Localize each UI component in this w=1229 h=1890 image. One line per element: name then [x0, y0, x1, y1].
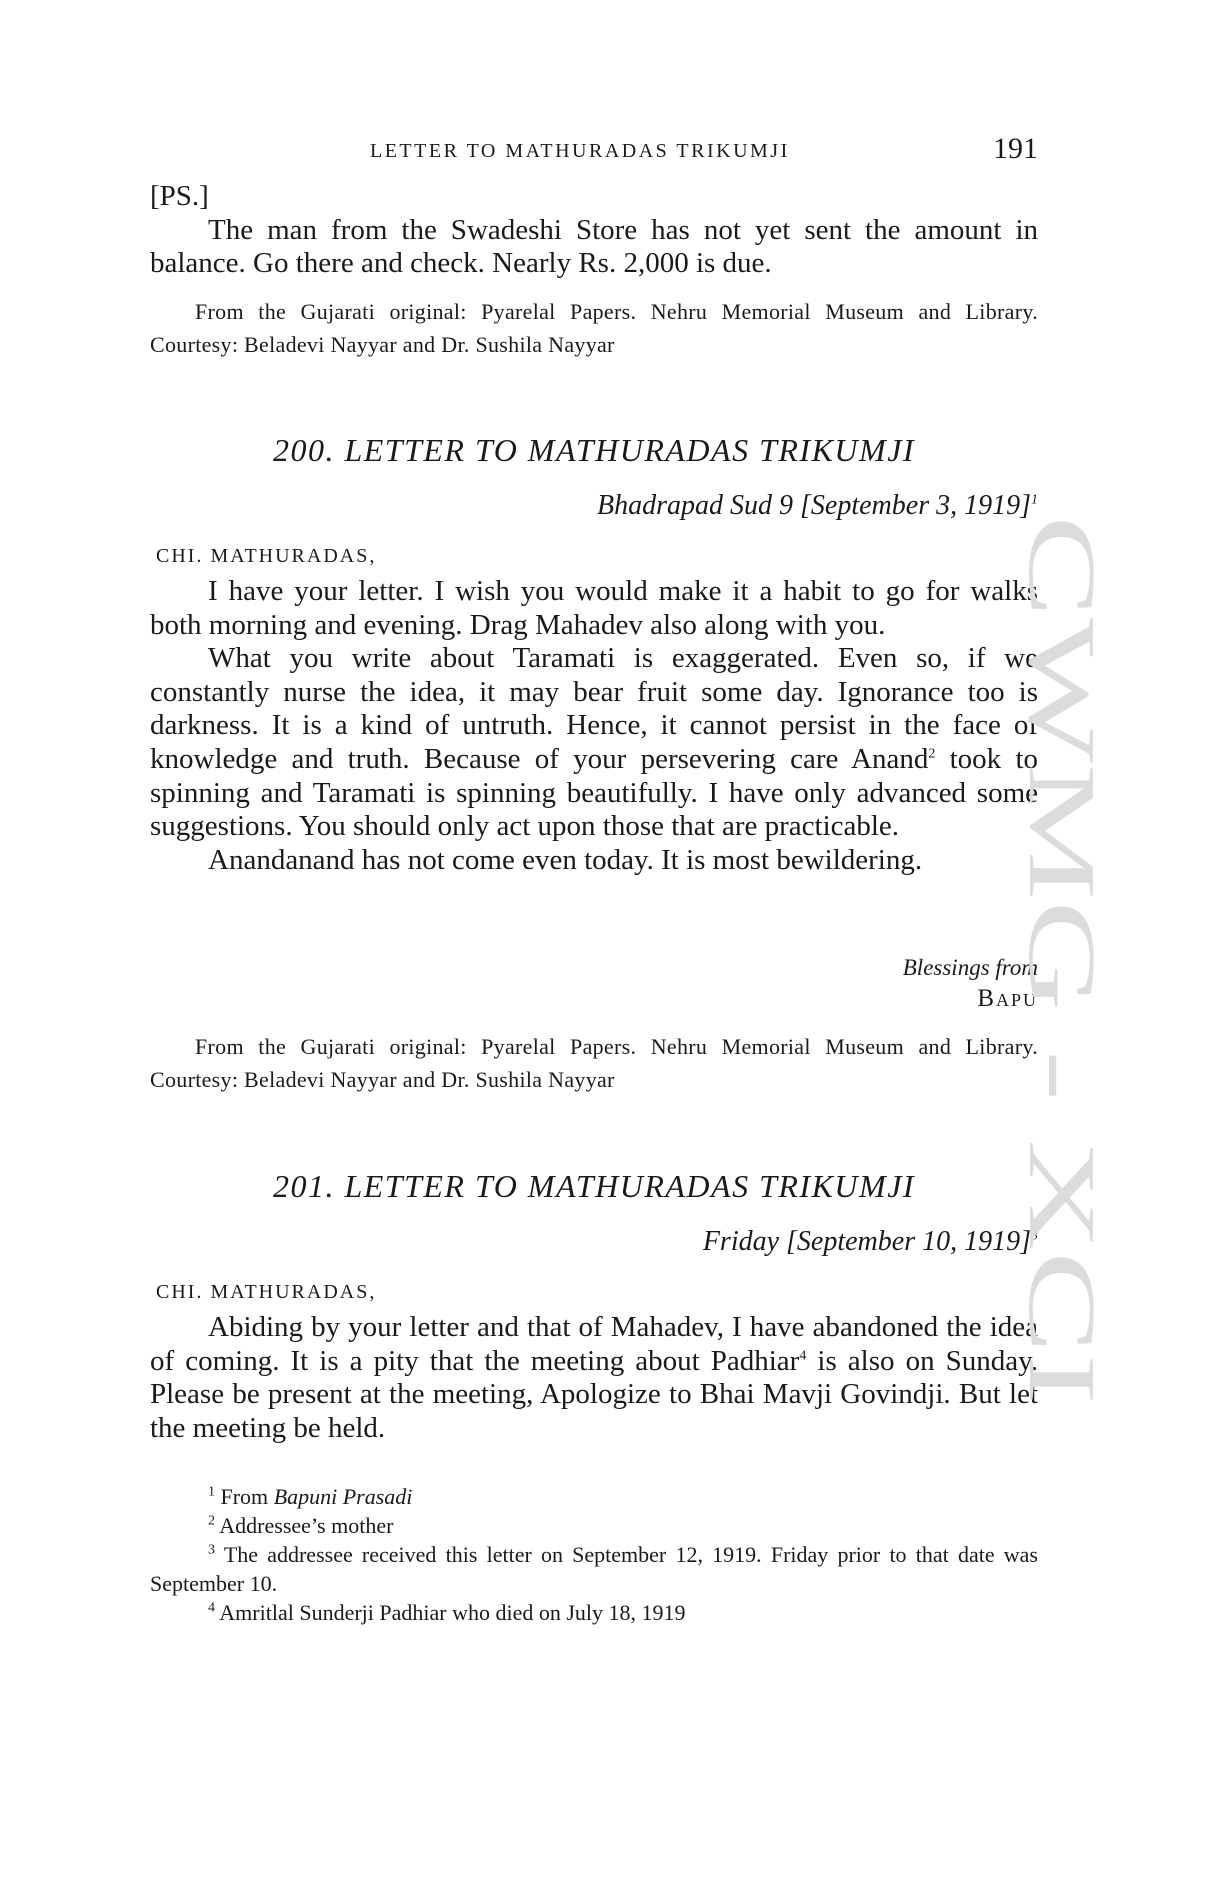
footnote-text: From — [220, 1484, 274, 1509]
letter-200-paragraph-1: I have your letter. I wish you would make it a habit to go for walks both morning and evening. Drag Mahadev also along with you. — [150, 575, 1038, 641]
source-note: From the Gujarati original: Pyarelal Papers. Nehru Memorial Museum and Library. Courtesy: Beladevi Nayyar and Dr. Sushila Nayyar — [150, 298, 1038, 357]
footnote-1 — [150, 1482, 1038, 1511]
letter-200-paragraph-2 — [150, 642, 1038, 844]
letter-200-salutation: CHI. MATHURADAS, — [156, 545, 377, 567]
footnotes — [150, 1482, 1038, 1627]
footnote-number: 4 — [208, 1600, 215, 1616]
letter-201-body — [150, 1311, 1038, 1445]
letter-201-salutation: CHI. MATHURADAS, — [156, 1281, 377, 1303]
footnote-3 — [150, 1540, 1038, 1598]
footnote-4 — [150, 1598, 1038, 1627]
letter-200-date — [597, 490, 1038, 522]
footnote-italic-title: Bapuni Prasadi — [273, 1484, 413, 1509]
letter-201-paragraph-1 — [150, 1311, 1038, 1445]
footnote-ref-3: 3 — [1031, 1228, 1038, 1244]
page-number: 191 — [993, 132, 1038, 165]
watermark-text: CWMG XCI — [1009, 515, 1098, 1070]
ps-paragraph: The man from the Swadeshi Store has not yet sent the amount in balance. Go there and check. Nearly Rs. 2,000 is due. — [150, 213, 1038, 280]
footnote-text: Addressee’s mother — [219, 1513, 394, 1538]
footnote-number: 3 — [208, 1542, 215, 1558]
letter-201-paragraph-1-a: Abiding by your letter and that of Mahadev, I have abandoned the idea of coming. It is a pity that the meeting about Padhiar — [150, 1311, 1038, 1377]
running-head — [150, 132, 1038, 172]
letter-200-paragraph-2-a: What you write about Taramati is exaggerated. Even so, if we constantly nurse the idea, it may bear fruit some day. Ignorance too is darkness. It is a kind of untruth. Hence, it cannot persist in the face of knowledge and truth. Because of your persevering care Anand — [150, 642, 1038, 775]
ps-section — [150, 180, 1038, 361]
letter-200-body — [150, 575, 1038, 877]
letter-201-date-text: Friday [September 10, 1919] — [702, 1226, 1031, 1257]
source-note: From the Gujarati original: Pyarelal Papers. Nehru Memorial Museum and Library. Courtesy: Beladevi Nayyar and Dr. Sushila Nayyar — [150, 1034, 1038, 1092]
letter-200-source — [150, 1030, 1038, 1096]
footnote-text: The addressee received this letter on September 12, 1919. Friday prior to that date was September 10. — [150, 1542, 1038, 1596]
letter-200-paragraph-2-b: took to spinning and Taramati is spinning beautifully. I have only advanced some suggestions. You should only act upon those that are practicable. — [150, 742, 1038, 843]
signature: Bapu — [977, 985, 1038, 1012]
watermark-svg — [1008, 515, 1098, 1415]
blessings-line: Blessings from — [902, 955, 1038, 980]
watermark — [1008, 515, 1098, 1415]
letter-201-date — [703, 1226, 1038, 1258]
footnote-text: Amritlal Sunderji Padhiar who died on July 18, 1919 — [219, 1600, 686, 1625]
ps-label: [PS.] — [150, 180, 209, 212]
footnote-ref-4: 4 — [799, 1347, 807, 1363]
footnote-ref-2: 2 — [928, 746, 936, 762]
letter-201-heading: 201. LETTER TO MATHURADAS TRIKUMJI — [272, 1168, 916, 1204]
footnote-number: 2 — [208, 1513, 215, 1529]
running-title: LETTER TO MATHURADAS TRIKUMJI — [370, 140, 790, 162]
footnote-2 — [150, 1511, 1038, 1540]
letter-200-paragraph-3: Anandanand has not come even today. It is most bewildering. — [208, 843, 923, 876]
letter-200-heading: 200. LETTER TO MATHURADAS TRIKUMJI — [272, 432, 916, 468]
letter-200-date-text: Bhadrapad Sud 9 [September 3, 1919] — [597, 490, 1031, 521]
footnote-number: 1 — [208, 1484, 215, 1500]
letter-201-paragraph-1-b: is also on Sunday. Please be present at the meeting, Apologize to Bhai Mavji Govindji. But let the meeting be held. — [150, 1344, 1038, 1444]
footnote-ref-1: 1 — [1031, 492, 1038, 508]
